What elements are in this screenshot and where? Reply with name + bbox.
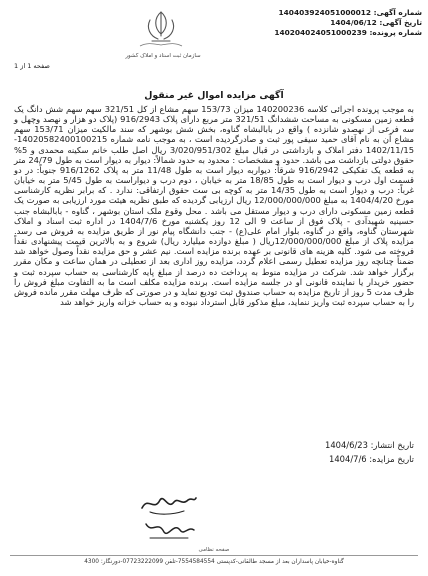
notice-number: شماره آگهی: 140403924051000012 [278, 8, 422, 17]
iran-emblem-icon [132, 8, 190, 48]
emblem-caption: سازمان ثبت اسناد و املاک کشور [125, 53, 201, 59]
publish-date: تاریخ انتشار: 1404/6/23 [324, 440, 414, 450]
footer-divider [10, 555, 418, 556]
auction-date: تاریخ مزایده: 1404/7/6 [329, 454, 414, 464]
notice-body: به موجب پرونده اجرائی کلاسه 140200236 میزان 153/73 سهم مشاع از کل 321/51 سهم سهم شش دانگ یک قطعه زمین مسکونی به مساحت ششدانگ 321/51 متر مربع دارای پلاک 916/2943 (پلاک دو هزار و نهصد وچهل و سه فرعی از نهصدو شانزده ) واقع در بابالبشاه گناوه، بخش شش بوشهر که سند مالکیت میزان 153/71 سهم مشاع آن به نام آقای حمید سیفی پور ثبت و صادرگردیده است ، به موجب نامه شماره 14020582400100215-1402/11/15 دفتر املاک و بازداشتی در قبال مبلغ 3/020/951/302 ریال اصل طلب خانم سکینه محمدی و 5% حقوق دولتی بازداشت می باشد. حدود و مشخصات : محدود به حدود شمالاً: دیوار به دیوار است به طول 24/79 متر به قطعه یک تفکیکی 916/2942 شرقاً: دیواربه دیوار است به طول 11/48 متر به پلاک 916/1262 جنوباً: در دو قسمت اول درب و دیوار است به طول 18/85 متر به خیابان ، دوم درب و دیواراست به طول 5/45 متر به خیابان غرباً: درب و دیوار است به طول 14/35 متر به کوچه بی ست حقوق ارتفاقی: ندارد . که برابر نظریه کارشناسی مورخ 1404/4/20 به مبلغ 12/000/000/000 ریال ارزیابی گردیده که طبق نظریه هیئت مورد ارزیابی به صورت یک قطعه زمین مسکونی دارای درب و دیوار مستقل می باشد . محل وقوع ملک استان بوشهر ، گناوه - بابالبشاه جنب حسینیه شهیدآدی - پلاک فوق از ساعت 9 الی 12 روز یکشنبه مورخ 1404/7/6 در اداره ثبت اسناد و املاک شهرستان گناوه، واقع در گناوه، بلوار امام علی(ع) - جنب دانشگاه پیام نور از طریق مزایده به فروش می رسد. مزایده پلاک از مبلغ 12/000/000/000ریال ( مبلغ دوازده میلیارد ریال) شروع و به بالاترین قیمت پیشنهادی نقداً فروخته می شود. کلیه هزینه های قانونی بر عهده برنده مزایده است. نیم عشر و حق مزایده نقداً وصول خواهد شد ضمناً چنانچه روز مزایده تعطیل رسمی اعلام گردد، مزایده روز اداری بعد از تعطیلی در همان ساعت و مکان مقرر برگزار خواهد شد. شرکت در مزایده منوط به پرداخت ده درصد از مبلغ پایه کارشناسی به حساب سپرده ثبت و حضور خریدار یا نماینده قانونی او در جلسه مزایده است. برنده مزایده مکلف است ما به التفاوت مبلغ فروش را ظرف مدت 5 روز از تاریخ مزایده به حساب صندوق ثبت تودیع نماید و در صورتی که ظرف مهلت مقرر مانده فروش را به حساب سپرده ثبت واریز ننماید، مبلغ مذکور قابل استرداد نبوده و به حساب خزانه واریز خواهد شد [14, 104, 415, 307]
notice-title: آگهی مزایده اموال غیر منقول [144, 90, 284, 101]
notice-date: تاریخ آگهی: 1404/06/12 [330, 18, 422, 27]
page-number: صفحه 1 از 1 [14, 62, 50, 70]
signature-icon [140, 516, 198, 544]
signature-icon [138, 488, 200, 518]
notice-meta [232, 8, 422, 38]
file-number: شماره پرونده: 140204024051000239 [274, 28, 422, 37]
footer-page-label: صفحه نظامی [198, 547, 230, 553]
footer-address: گناوه-خیابان پاسداران بعد از مسجد طالقانی-کدپستی 7554584554-تلفن 07723222099-دورنگار: 4300 [84, 559, 344, 565]
notice-dates [214, 438, 414, 466]
